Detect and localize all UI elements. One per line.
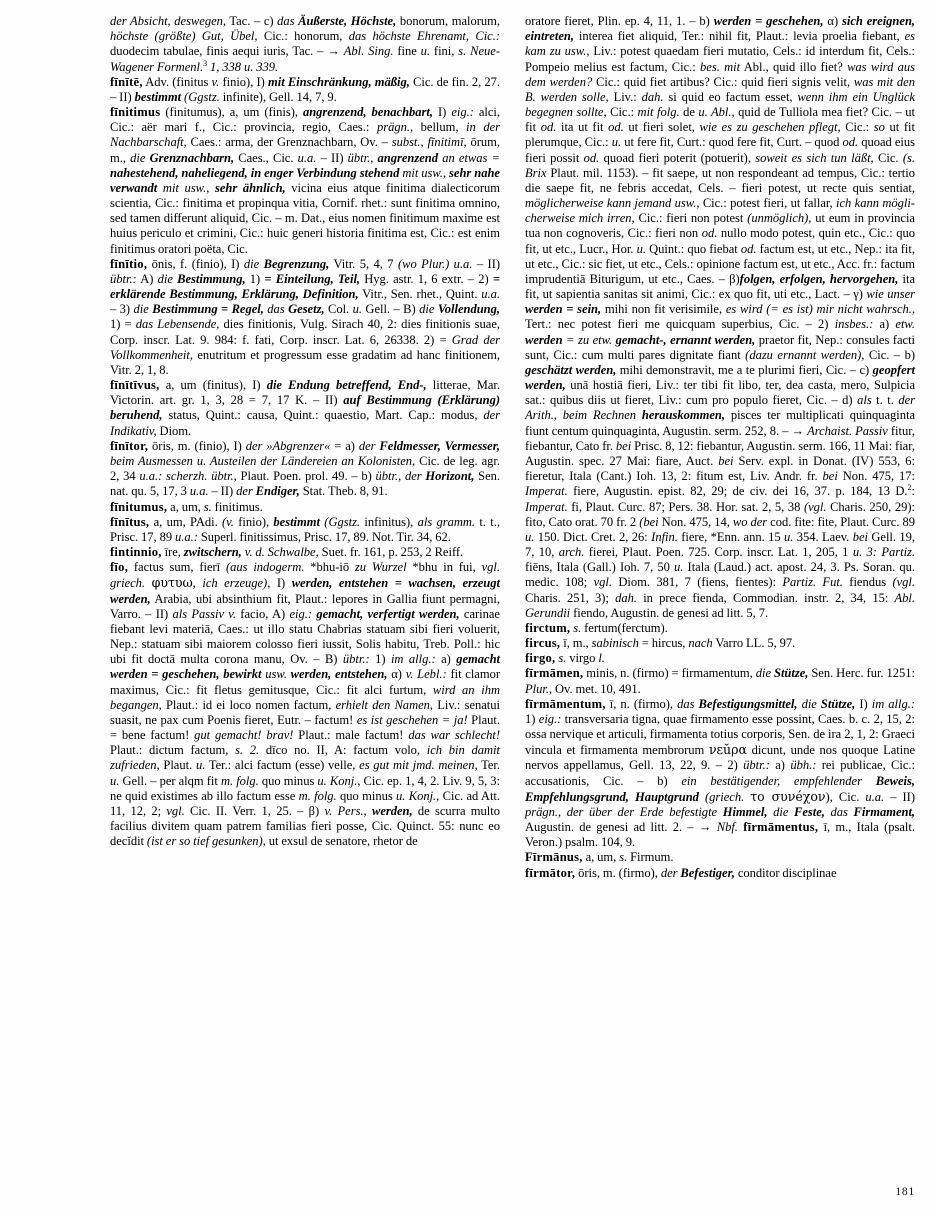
dictionary-entry-firmamen: fīrmāmen, minis, n. (firmo) = firmamentum, die Stütze, Sen. Herc. fur. 1251: Plur., Ov. met. 10, 491. — [525, 666, 915, 696]
dictionary-entry-finitor: fīnītor, ōris, m. (finio), I) der »Abgrenzer« = a) der Feldmesser, Vermesser, beim Ausmessen u. Austeilen der Ländereien an Kolonisten, Cic. de leg. agr. 2, 34 u.a.: scherzh. übtr., Plaut. Poen. prol. 49. – b) übtr., der Horizont, Sen. nat. qu. 5, 17, 3 u.a. – II) der Endiger, Stat. Theb. 8, 91. — [110, 438, 501, 499]
dictionary-entry-fintinnio: fintinnio, īre, zwitschern, v. d. Schwalbe, Suet. fr. 161, p. 253, 2 Reiff. — [110, 545, 464, 560]
dictionary-entry-finis-continued: der Absicht, deswegen, Tac. – c) das Äußerste, Höchste, bonorum, malorum, höchste (größte) Gut, Übel, Cic.: honorum, das höchste Ehrenamt, Cic.: duodecim tabulae, finis aequi iuris, Tac. – → Abl. Sing. fine u. fini, s. Neue-Wagener Formenl.$^3$ 1, 338 u. 339. — [110, 14, 500, 74]
dictionary-entry-finitio: fīnītio, ōnis, f. (finio), I) die Begrenzung, Vitr. 5, 4, 7 (wo Plur.) u.a. – II) übtr.: A) die Bestimmung, 1) = Einteilung, Teil, Hyg. astr. 1, 6 extr. – 2) = erklärende Bestimmung, Erklärung, Definition, Vitr., Sen. rhet., Quint. u.a. – 3) die Bestimmung = Regel, das Gesetz, Col. u. Gell. – B) die Vollendung, 1) = das Lebensende, dies finitionis, Vulg. Sirach 40, 2: dies finitionis suae, Corp. inscr. Lat. 9. 984: f. fati, Corp. inscr. Lat. 6, 26338. 2) = Grad der Vollkommenheit, enutritum et progressum esse gradatim ad hanc finitionem, Vitr. 2, 1, 8. — [110, 256, 501, 377]
dictionary-entry-finitimus: fīnitimus (finitumus), a, um (finis), angrenzend, benachbart, I) eig.: alci, Cic.: aër mari f., Cic.: provincia, regio, Caes.: prägn., bellum, in der Nachbarschaft, Caes.: arma, der Grenznachbarn, Ov. – subst., fīnitimī, ōrum, m., die Grenznachbarn, Caes., Cic. u.a. – II) übtr., angrenzend an etwas = nahestehend, naheliegend, in enger Verbindung stehend mit usw., sehr nahe verwandt mit usw., sehr ähnlich, vicina eius atque finitima dialecticorum scientia, Cic.: finitima et propinqua vitia, Cornif. rhet.: sunt finitima omnino, sed tamen differunt aliquid, Cic. – m. Dat., eius nomen finitimum maxime est huius periculo et crimini, Cic.: huic generi historia finitima est, Cic.: est enim finitimus oratori poëta, Cic. — [110, 105, 500, 256]
dictionary-entry-finitus: fīnītus, a, um, PAdi. (v. finio), bestimmt (Ggstz. infinitus), als gramm. t. t., Prisc. 17, 89 u.a.: Superl. finitissimus, Prisc. 17, 89. Not. Tir. 34, 62. — [110, 514, 500, 544]
left-text-column — [110, 14, 500, 1169]
dictionary-entry-firmanus: Fīrmānus, a, um, s. Firmum. — [525, 850, 674, 865]
page-columns — [110, 14, 915, 1169]
dictionary-entry-firgo: firgo, s. virgo l. — [525, 651, 605, 666]
dictionary-entry-firmamentum: fīrmāmentum, ī, n. (firmo), das Befestigungsmittel, die Stütze, I) im allg.: 1) eig.: transversaria tigna, quae firmamento esse possint, Caes. b. c. 2, 15, 2: ossa nervique et articuli, firmamenta totius corporis, Sen. de ira 2, 1, 2: Graeci vincula et firmamenta membrorum νεŭρα dicunt, unde nos quoque Latine nervos appellamus, Gell. 13, 22, 9. – 2) übtr.: a) übh.: rei publicae, Cic.: accusationis, Cic. – b) ein bestätigender, empfehlender Beweis, Empfehlungsgrund, Hauptgrund (griech. το συνéχον), Cic. u.a. – II) prägn., der über der Erde befestigte Himmel, die Feste, das Firmament, Augustin. de genesi ad litt. 2. – → Nbf. fīrmāmentus, ī, m., Itala (psalt. Veron.) psalm. 104, 9. — [525, 696, 916, 850]
dictionary-entry-fio-continued: oratore fieret, Plin. ep. 4, 11, 1. – b) werden = geschehen, α) sich ereignen, eintreten, interea fiet aliquid, Ter.: nihil fit, Plaut.: levia proelia fiebant, es kam zu usw., Liv.: potest quaedam fieri mutatio, Cels.: id interdum fit, Cels.: Pompeio melius est factum, Cic.: bes. mit Abl., quid illo fiet? was wird aus dem werden? Cic.: quid fiet artibus? Cic.: quid fieri signis velit, was mit den B. werden solle, Liv.: dah. si quid eo factum esset, wenn ihm ein Unglück begegnen sollte, Cic.: mit folg. de u. Abl., quid de Tulliola mea fiet? Cic. – ut fit od. ita ut fit od. ut fieri solet, wie es zu geschehen pflegt, Cic.: so ut fit plerumque, Cic.: u. ut fere fit, Curt.: quod fere fit, Curt. – quod od. quoad eius fieri possit od. quoad fieri poterit (potuerit), soweit es sich tun läßt, Cic. (s. Brix Plaut. mil. 1153). – fit saepe, ut non respondeant ad tempus, Cic.: tertio die saepe fit, ne febris accedat, Cels. – fieri potest, ut recte quis sentiat, möglicherweise kann jemand usw., Cic.: potest fieri, ut fallar, ich kann möglicherweise mich irren, Cic.: fieri non potest (unmöglich), ut eum in provincia tua non cognoveris, Cic.: fieri non od. nullo modo potest, quin etc., Cic.: quo fit, ut etc., Lucr., Hor. u. Quint.: quo fiebat od. factum est, ut etc., Nep.: ita fit, ut etc., Cic.: sic fiet, ut etc., Cels.: opinione factum est, ut etc., Acc. fr.: factum imprudentiā Biturigum, ut etc., Caes. – β)folgen, erfolgen, hervorgehen, ita fit, ut sapientia sanitas sit animi, Cic.: ex quo fit, uti etc., Lact. – γ) wie unser werden = sein, mihi non fit verisimile, es wird (= es ist) mir nicht wahrsch., Tert.: nec potest fieri me quicquam superbius, Cic. – 2) insbes.: a) etw. werden = zu etw. gemacht-, ernannt werden, praetor fit, Nep.: consules facti sunt, Cic.: cum multi pares dignitate fiant (dazu ernannt werden), Cic. – b) geschätzt werden, mihi demonstravit, me a te plurimi fieri, Cic. – c) geopfert werden, unā hostiā fieri, Liv.: ter tibi fit libo, ter, dea casta, mero, Sulpicia sat.: quibus diis ut fieret, Liv.: cum pro populo fieret, Cic. – d) als t. t. der Arith., beim Rechnen herauskommen, pisces ter multiplicati quinquaginta fiunt centum quinquaginta, Augustin. serm. 252, 8. – → Archaist. Passiv fitur, fiebantur, Cato fr. bei Prisc. 8, 12: fiebantur, Augustin. serm. 166, 11 Mai: fiar, Augustin. spec. 27 Mai: fiare, Auct. bei Serv. expl. in Donat. (IV) 553, 6: fieretur, Itala (Cant.) Ioh. 13, 2: fitum est, Liv. Andr. fr. bei Non. 475, 17: Imperat. fiere, Augustin. epist. 82, 29; de civ. dei 16, 37. p. 184, 13 D.$^2$: Imperat. fi, Plaut. Curc. 87; Pers. 38. Hor. sat. 2, 5, 38 (vgl. Charis. 250, 29): fito, Cato orat. 70 fr. 2 (bei Non. 475, 14, wo der cod. fite: fite, Plaut. Curc. 89 u. 150. Dict. Cret. 2, 26: Infin. fiere, *Enn. ann. 15 u. 354. Laev. bei Gell. 19, 7, 10, arch. fierei, Plaut. Poen. 725. Corp. inscr. Lat. 1, 205, 1 u. 3: Partiz. fiēns, Itala (Gall.) Ioh. 7, 50 u. Itala (Laud.) act. apost. 24, 3. Ps. Soran. qu. medic. 108; vgl. Diom. 381, 7 (fiens, fientes): Partiz. Fut. fiendus (vgl. Charis. 251, 3); dah. in prece fienda, Commodian. instr. 2, 34, 15: Abl. Gerundii fiendo, Augustin. de genesi ad litt. 5, 7. — [525, 14, 916, 620]
dictionary-entry-firctum: firctum, s. fertum(ferctum). — [525, 620, 668, 635]
dictionary-entry-finite: fīnītē, Adv. (finitus v. finio), I) mit Einschränkung, mäßig, Cic. de fin. 2, 27. – II) bestimmt (Ggstz. infinite), Gell. 14, 7, 9. — [110, 74, 500, 104]
dictionary-entry-finitumus: fīnitumus, a, um, s. finitimus. — [110, 499, 263, 514]
dictionary-entry-fircus: fircus, ī, m., sabinisch = hircus, nach Varro LL. 5, 97. — [525, 636, 796, 651]
dictionary-entry-firmator: fīrmātor, ōris, m. (firmo), der Befestiger, conditor disciplinae — [525, 865, 837, 880]
dictionary-entry-fio: fīo, factus sum, fierī (aus indogerm. *bhu-iō zu Wurzel *bhu in fui, vgl. griech. φυτυω, ich erzeuge), I) werden, entstehen = wachsen, erzeugt werden, Arabia, ubi absinthium fit, Plaut.: lepores in Gallia fiunt permagni, Varro. – II) als Passiv v. facio, A) eig.: gemacht, verfertigt werden, carinae fiebant levi materiā, Caes.: ut illo statu Chabrias statuam sibi fieri voluerit, Nep.: statuam sibi maiorem colosso fieri iussit, Solis habitu, Treb. Poll.: hic ubi fit doctā multa corona manu, Ov. – B) übtr.: 1) im allg.: a) gemacht werden = geschehen, bewirkt usw. werden, entstehen, α) v. Lebl.: fit clamor maximus, Cic.: fit fletus gemitusque, Cic.: fit alci furtum, wird an ihm begangen, Plaut.: id ei loco nomen factum, erhielt den Namen, Liv.: senatui suasit, ne pax cum Poenis fieret, Eutr. – factum! es ist geschehen = ja! Plaut. = bene factum! gut gemacht! brav! Plaut.: male factum! das war schlecht! Plaut.: dictum factum, s. 2. dīco no. II, A: factum volo, ich bin damit zufrieden, Plaut. u. Ter.: alci factum (esse) velle, es gut mit jmd. meinen, Ter. u. Gell. – per alqm fit m. folg. quo minus u. Konj., Cic. ep. 1, 4, 2. Liv. 9, 5, 3: ne quid existimes ab illo factum esse m. folg. quo minus u. Konj., Cic. ad Att. 11, 12, 2; vgl. Cic. II. Verr. 1, 25. – β) v. Pers., werden, de scurra multo facilius divitem quam patrem familias fieri posse, Cic. Quinct. 55: nunc eo decĭdit (ist er so tief gesunken), ut exsul de senatore, rhetor de — [110, 560, 501, 849]
dictionary-entry-finitivus: fīnītīvus, a, um (finitus), I) die Endung betreffend, End-, litterae, Mar. Victorin. art. gr. 1, 3, 28 = 7, 17 K. – II) auf Bestimmung (Erklärung) beruhend, status, Quint.: causa, Quint.: quaestio, Mart. Cap.: modus, der Indikativ, Diom. — [110, 378, 501, 438]
page-number: 181 — [895, 1186, 915, 1198]
right-text-column — [525, 14, 915, 1169]
